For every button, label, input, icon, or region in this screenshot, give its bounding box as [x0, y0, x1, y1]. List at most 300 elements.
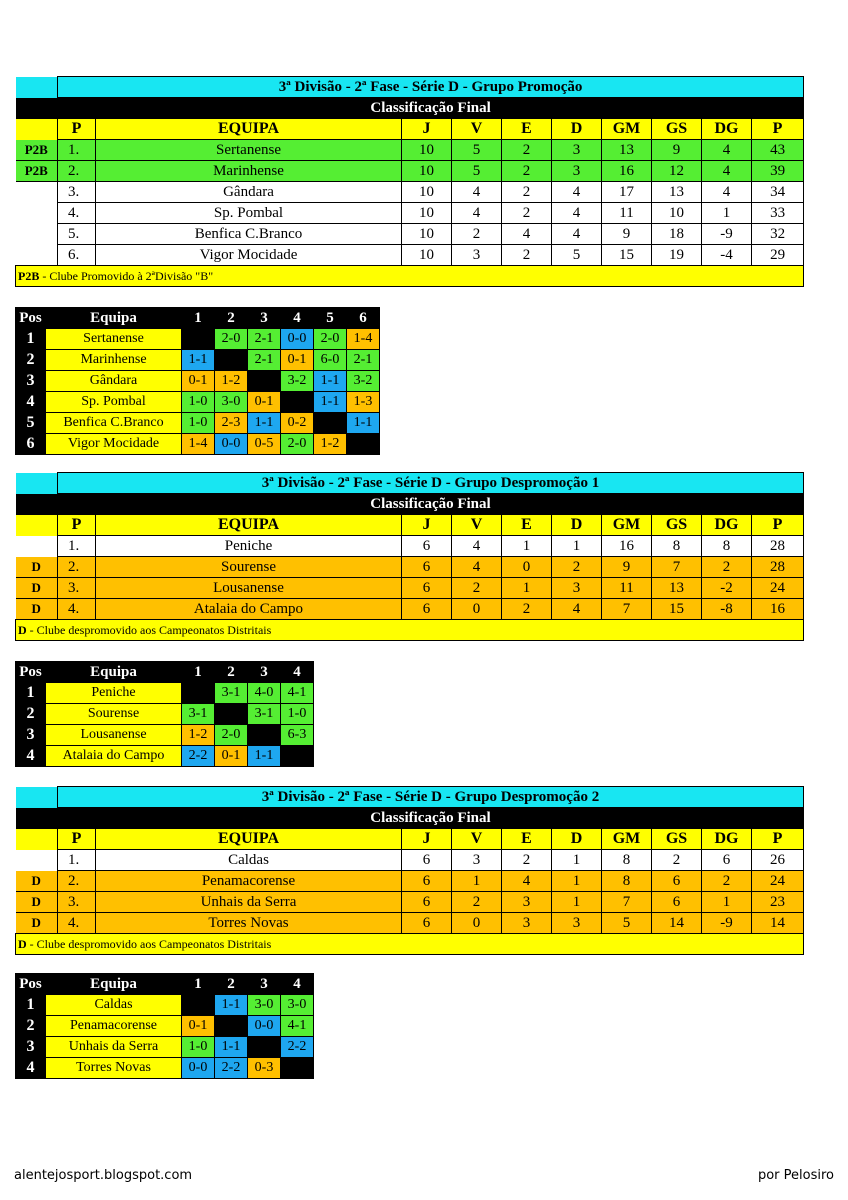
matrix-team: Sp. Pombal — [46, 392, 182, 413]
stat-cell: 1 — [452, 871, 502, 892]
stat-cell: 3. — [58, 892, 96, 913]
stat-cell: 0 — [452, 913, 502, 934]
matrix-row — [16, 995, 314, 1016]
stat-cell: 2 — [502, 182, 552, 203]
matrix-header: 3 — [248, 974, 281, 995]
match-result: 0-0 — [281, 329, 314, 350]
matrix-team: Vigor Mocidade — [46, 434, 182, 455]
legend-code: P2B — [18, 269, 40, 283]
stat-cell: 2 — [502, 245, 552, 266]
matrix-pos: 3 — [16, 725, 46, 746]
match-result: 0-1 — [248, 392, 281, 413]
match-result: 2-1 — [347, 350, 380, 371]
results-matrix-despromocao-2 — [15, 973, 314, 1079]
stat-cell: -4 — [702, 245, 752, 266]
column-header: P — [58, 829, 96, 850]
stat-cell: 4. — [58, 913, 96, 934]
table-row — [16, 913, 804, 934]
matrix-header: Pos — [16, 974, 46, 995]
stat-cell: 6 — [702, 850, 752, 871]
stat-cell: 8 — [702, 536, 752, 557]
stat-cell: 6 — [402, 913, 452, 934]
table-row — [16, 850, 804, 871]
table-row — [16, 599, 804, 620]
matrix-row — [16, 1037, 314, 1058]
stat-cell: 26 — [752, 850, 804, 871]
stat-cell: 23 — [752, 892, 804, 913]
status-tag: D — [16, 871, 58, 892]
matrix-row — [16, 725, 314, 746]
team-name: Caldas — [96, 850, 402, 871]
standings-table — [15, 786, 804, 955]
stat-cell: 7 — [652, 557, 702, 578]
stat-cell: 4 — [702, 161, 752, 182]
matrix-row — [16, 746, 314, 767]
matrix-header: 2 — [215, 308, 248, 329]
matrix-row — [16, 1058, 314, 1079]
matrix-pos: 4 — [16, 746, 46, 767]
table-row — [16, 245, 804, 266]
match-result: 0-1 — [182, 1016, 215, 1037]
match-result: 2-0 — [281, 434, 314, 455]
legend-note — [16, 934, 804, 955]
stat-cell: 1 — [702, 892, 752, 913]
stat-cell: 10 — [402, 203, 452, 224]
match-result: 0-1 — [182, 371, 215, 392]
stat-cell: 1. — [58, 850, 96, 871]
group-title: 3ª Divisão - 2ª Fase - Série D - Grupo Promoção — [58, 77, 804, 98]
stat-cell: 10 — [402, 161, 452, 182]
status-tag: P2B — [16, 140, 58, 161]
matrix-self-cell — [215, 704, 248, 725]
stat-cell: 7 — [602, 599, 652, 620]
column-header: V — [452, 119, 502, 140]
matrix-header: 5 — [314, 308, 347, 329]
stat-cell: 5 — [602, 913, 652, 934]
stat-cell: 13 — [652, 578, 702, 599]
matrix-team: Torres Novas — [46, 1058, 182, 1079]
column-header: GM — [602, 829, 652, 850]
match-result: 3-2 — [281, 371, 314, 392]
matrix-header: 4 — [281, 662, 314, 683]
matrix-team: Atalaia do Campo — [46, 746, 182, 767]
stat-cell: 14 — [752, 913, 804, 934]
status-tag — [16, 536, 58, 557]
matrix-row — [16, 371, 380, 392]
matrix-header: 2 — [215, 974, 248, 995]
stat-cell: 10 — [402, 182, 452, 203]
legend-note — [16, 266, 804, 287]
match-result: 1-0 — [182, 1037, 215, 1058]
matrix-self-cell — [182, 995, 215, 1016]
legend-text: - Clube Promovido à 2ªDivisão "B" — [39, 269, 214, 283]
column-header: J — [402, 829, 452, 850]
match-result: 3-0 — [281, 995, 314, 1016]
match-result: 1-0 — [182, 392, 215, 413]
stat-cell: 5 — [452, 140, 502, 161]
matrix-team: Unhais da Serra — [46, 1037, 182, 1058]
match-result: 1-1 — [248, 413, 281, 434]
stat-cell: 28 — [752, 557, 804, 578]
match-result: 2-0 — [215, 329, 248, 350]
stat-cell: 6 — [402, 892, 452, 913]
stat-cell: 1 — [552, 871, 602, 892]
group-title: 3ª Divisão - 2ª Fase - Série D - Grupo Despromoção 2 — [58, 787, 804, 808]
stat-cell: 4 — [452, 536, 502, 557]
status-tag: D — [16, 599, 58, 620]
stat-cell: 6 — [402, 850, 452, 871]
team-name: Marinhense — [96, 161, 402, 182]
matrix-header: 2 — [215, 662, 248, 683]
stat-cell: 8 — [652, 536, 702, 557]
column-header: P — [752, 119, 804, 140]
stat-cell: 24 — [752, 871, 804, 892]
stat-cell: 16 — [602, 536, 652, 557]
table-row — [16, 224, 804, 245]
stat-cell: 2 — [502, 599, 552, 620]
column-header: EQUIPA — [96, 119, 402, 140]
group-despromocao-2 — [15, 786, 804, 955]
column-header: E — [502, 829, 552, 850]
matrix-header: 3 — [248, 662, 281, 683]
stat-cell: 4 — [702, 182, 752, 203]
status-tag — [16, 203, 58, 224]
match-result: 1-1 — [314, 392, 347, 413]
match-result: 0-1 — [281, 350, 314, 371]
matrix-team: Gândara — [46, 371, 182, 392]
stat-cell: 4 — [452, 182, 502, 203]
stat-cell: 14 — [652, 913, 702, 934]
stat-cell: 13 — [652, 182, 702, 203]
stat-cell: 18 — [652, 224, 702, 245]
match-result: 4-1 — [281, 1016, 314, 1037]
table-row — [16, 871, 804, 892]
stat-cell: 3. — [58, 182, 96, 203]
stat-cell: 9 — [652, 140, 702, 161]
matrix-pos: 6 — [16, 434, 46, 455]
stat-cell: 8 — [602, 871, 652, 892]
column-header: D — [552, 829, 602, 850]
stat-cell: -8 — [702, 599, 752, 620]
status-tag — [16, 224, 58, 245]
stat-cell: 2 — [452, 224, 502, 245]
column-header: D — [552, 515, 602, 536]
stat-cell: 1 — [552, 536, 602, 557]
matrix-self-cell — [182, 329, 215, 350]
matrix-pos: 2 — [16, 350, 46, 371]
matrix-self-cell — [248, 371, 281, 392]
stat-cell: -9 — [702, 224, 752, 245]
team-name: Torres Novas — [96, 913, 402, 934]
stat-cell: 3 — [502, 913, 552, 934]
match-result: 1-2 — [314, 434, 347, 455]
status-tag — [16, 245, 58, 266]
stat-cell: 4 — [552, 203, 602, 224]
stat-cell: 6. — [58, 245, 96, 266]
stat-cell: 17 — [602, 182, 652, 203]
status-tag — [16, 850, 58, 871]
matrix-team: Marinhense — [46, 350, 182, 371]
matrix-team: Caldas — [46, 995, 182, 1016]
legend-text: - Clube despromovido aos Campeonatos Distritais — [26, 937, 272, 951]
results-matrix-promocao — [15, 307, 380, 455]
match-result: 1-0 — [281, 704, 314, 725]
stat-cell: 4. — [58, 203, 96, 224]
matrix-row — [16, 329, 380, 350]
stat-cell: 15 — [602, 245, 652, 266]
match-result: 0-3 — [248, 1058, 281, 1079]
stat-cell: 3. — [58, 578, 96, 599]
column-header: DG — [702, 515, 752, 536]
table-row — [16, 536, 804, 557]
standings-table — [15, 76, 804, 287]
stat-cell: 11 — [602, 578, 652, 599]
stat-cell: 1. — [58, 536, 96, 557]
stat-cell: 5 — [452, 161, 502, 182]
column-header: E — [502, 119, 552, 140]
matrix-row — [16, 413, 380, 434]
team-name: Sourense — [96, 557, 402, 578]
match-result: 4-1 — [281, 683, 314, 704]
matrix-team: Peniche — [46, 683, 182, 704]
stat-cell: 5 — [552, 245, 602, 266]
matrix-header: 1 — [182, 974, 215, 995]
group-subtitle: Classificação Final — [58, 98, 804, 119]
stat-cell: 2 — [552, 557, 602, 578]
match-result: 3-1 — [182, 704, 215, 725]
match-result: 2-3 — [215, 413, 248, 434]
stat-cell: 0 — [452, 599, 502, 620]
footer-site: alentejosport.blogspot.com — [14, 1168, 193, 1183]
stat-cell: 6 — [402, 557, 452, 578]
column-header: GM — [602, 119, 652, 140]
stat-cell: 13 — [602, 140, 652, 161]
matrix-pos: 1 — [16, 995, 46, 1016]
matrix-row — [16, 683, 314, 704]
stat-cell: 16 — [752, 599, 804, 620]
stat-cell: 34 — [752, 182, 804, 203]
stat-cell: 3 — [552, 578, 602, 599]
column-header: GS — [652, 829, 702, 850]
column-header: D — [552, 119, 602, 140]
matrix-row — [16, 704, 314, 725]
match-result: 6-3 — [281, 725, 314, 746]
matrix-self-cell — [347, 434, 380, 455]
matrix-pos: 5 — [16, 413, 46, 434]
stat-cell: 4 — [502, 224, 552, 245]
matrix-row — [16, 434, 380, 455]
matrix-header: 4 — [281, 308, 314, 329]
matrix-pos: 3 — [16, 1037, 46, 1058]
stat-cell: 6 — [652, 871, 702, 892]
matrix-row — [16, 350, 380, 371]
matrix-pos: 3 — [16, 371, 46, 392]
matrix-header: Equipa — [46, 662, 182, 683]
match-result: 2-2 — [281, 1037, 314, 1058]
stat-cell: 5. — [58, 224, 96, 245]
column-header: GS — [652, 119, 702, 140]
column-header: EQUIPA — [96, 515, 402, 536]
stat-cell: 4 — [502, 871, 552, 892]
match-result: 2-2 — [182, 746, 215, 767]
team-name: Sp. Pombal — [96, 203, 402, 224]
matrix-team: Penamacorense — [46, 1016, 182, 1037]
stat-cell: 2 — [452, 578, 502, 599]
team-name: Penamacorense — [96, 871, 402, 892]
column-header: P — [58, 515, 96, 536]
match-result: 0-1 — [215, 746, 248, 767]
matrix-row — [16, 392, 380, 413]
match-result: 1-0 — [182, 413, 215, 434]
matrix-row — [16, 1016, 314, 1037]
matrix-pos: 1 — [16, 683, 46, 704]
stat-cell: 2 — [452, 892, 502, 913]
matrix-pos: 2 — [16, 1016, 46, 1037]
stat-cell: 29 — [752, 245, 804, 266]
table-row — [16, 182, 804, 203]
stat-cell: 15 — [652, 599, 702, 620]
team-name: Lousanense — [96, 578, 402, 599]
legend-note — [16, 620, 804, 641]
match-result: 1-4 — [347, 329, 380, 350]
team-name: Atalaia do Campo — [96, 599, 402, 620]
team-name: Benfica C.Branco — [96, 224, 402, 245]
column-header: GM — [602, 515, 652, 536]
matrix-self-cell — [182, 683, 215, 704]
results-matrix — [15, 661, 314, 767]
match-result: 2-0 — [314, 329, 347, 350]
matrix-self-cell — [215, 350, 248, 371]
stat-cell: -2 — [702, 578, 752, 599]
group-promocao — [15, 76, 804, 287]
stat-cell: 10 — [402, 140, 452, 161]
match-result: 1-3 — [347, 392, 380, 413]
column-header: J — [402, 119, 452, 140]
results-matrix — [15, 973, 314, 1079]
match-result: 1-1 — [248, 746, 281, 767]
matrix-header: Equipa — [46, 974, 182, 995]
legend-code: D — [18, 623, 27, 637]
match-result: 3-0 — [248, 995, 281, 1016]
match-result: 2-0 — [215, 725, 248, 746]
matrix-self-cell — [314, 413, 347, 434]
team-name: Gândara — [96, 182, 402, 203]
group-despromocao-1 — [15, 472, 804, 641]
stat-cell: 2 — [502, 850, 552, 871]
stat-cell: 2 — [502, 161, 552, 182]
stat-cell: 1 — [702, 203, 752, 224]
results-matrix-despromocao-1 — [15, 661, 314, 767]
column-header: EQUIPA — [96, 829, 402, 850]
stat-cell: 9 — [602, 224, 652, 245]
match-result: 4-0 — [248, 683, 281, 704]
column-header: E — [502, 515, 552, 536]
stat-cell: 0 — [502, 557, 552, 578]
matrix-self-cell — [281, 1058, 314, 1079]
stat-cell: 2 — [702, 871, 752, 892]
team-name: Sertanense — [96, 140, 402, 161]
column-header: P — [752, 515, 804, 536]
match-result: 1-1 — [215, 1037, 248, 1058]
stat-cell: 3 — [552, 161, 602, 182]
match-result: 0-0 — [182, 1058, 215, 1079]
status-tag: D — [16, 892, 58, 913]
column-header: J — [402, 515, 452, 536]
stat-cell: 4 — [552, 599, 602, 620]
stat-cell: 43 — [752, 140, 804, 161]
group-subtitle: Classificação Final — [58, 808, 804, 829]
group-subtitle: Classificação Final — [58, 494, 804, 515]
match-result: 6-0 — [314, 350, 347, 371]
stat-cell: 12 — [652, 161, 702, 182]
status-tag — [16, 182, 58, 203]
table-row — [16, 557, 804, 578]
stat-cell: 2 — [502, 203, 552, 224]
stat-cell: 1 — [502, 536, 552, 557]
team-name: Peniche — [96, 536, 402, 557]
match-result: 1-1 — [314, 371, 347, 392]
table-row — [16, 140, 804, 161]
status-tag: D — [16, 557, 58, 578]
column-header: DG — [702, 829, 752, 850]
match-result: 2-1 — [248, 350, 281, 371]
matrix-team: Lousanense — [46, 725, 182, 746]
table-row — [16, 892, 804, 913]
stat-cell: 3 — [552, 140, 602, 161]
status-tag: D — [16, 578, 58, 599]
stat-cell: 9 — [602, 557, 652, 578]
stat-cell: 1. — [58, 140, 96, 161]
stat-cell: 10 — [652, 203, 702, 224]
stat-cell: 6 — [402, 578, 452, 599]
stat-cell: 1 — [552, 850, 602, 871]
matrix-header: Equipa — [46, 308, 182, 329]
match-result: 1-4 — [182, 434, 215, 455]
matrix-pos: 4 — [16, 392, 46, 413]
match-result: 1-2 — [182, 725, 215, 746]
stat-cell: 4 — [702, 140, 752, 161]
matrix-pos: 4 — [16, 1058, 46, 1079]
matrix-team: Sourense — [46, 704, 182, 725]
group-title: 3ª Divisão - 2ª Fase - Série D - Grupo Despromoção 1 — [58, 473, 804, 494]
stat-cell: 2 — [652, 850, 702, 871]
stat-cell: 4 — [452, 203, 502, 224]
match-result: 3-2 — [347, 371, 380, 392]
matrix-header: 1 — [182, 308, 215, 329]
stat-cell: -9 — [702, 913, 752, 934]
stat-cell: 4 — [452, 557, 502, 578]
stat-cell: 11 — [602, 203, 652, 224]
team-name: Unhais da Serra — [96, 892, 402, 913]
matrix-header: 4 — [281, 974, 314, 995]
stat-cell: 32 — [752, 224, 804, 245]
column-header: V — [452, 829, 502, 850]
stat-cell: 3 — [452, 850, 502, 871]
stat-cell: 39 — [752, 161, 804, 182]
stat-cell: 19 — [652, 245, 702, 266]
legend-code: D — [18, 937, 27, 951]
stat-cell: 2. — [58, 161, 96, 182]
status-tag: D — [16, 913, 58, 934]
matrix-self-cell — [248, 725, 281, 746]
match-result: 1-2 — [215, 371, 248, 392]
matrix-self-cell — [215, 1016, 248, 1037]
match-result: 2-1 — [248, 329, 281, 350]
match-result: 1-1 — [215, 995, 248, 1016]
table-row — [16, 161, 804, 182]
matrix-pos: 2 — [16, 704, 46, 725]
stat-cell: 6 — [402, 871, 452, 892]
